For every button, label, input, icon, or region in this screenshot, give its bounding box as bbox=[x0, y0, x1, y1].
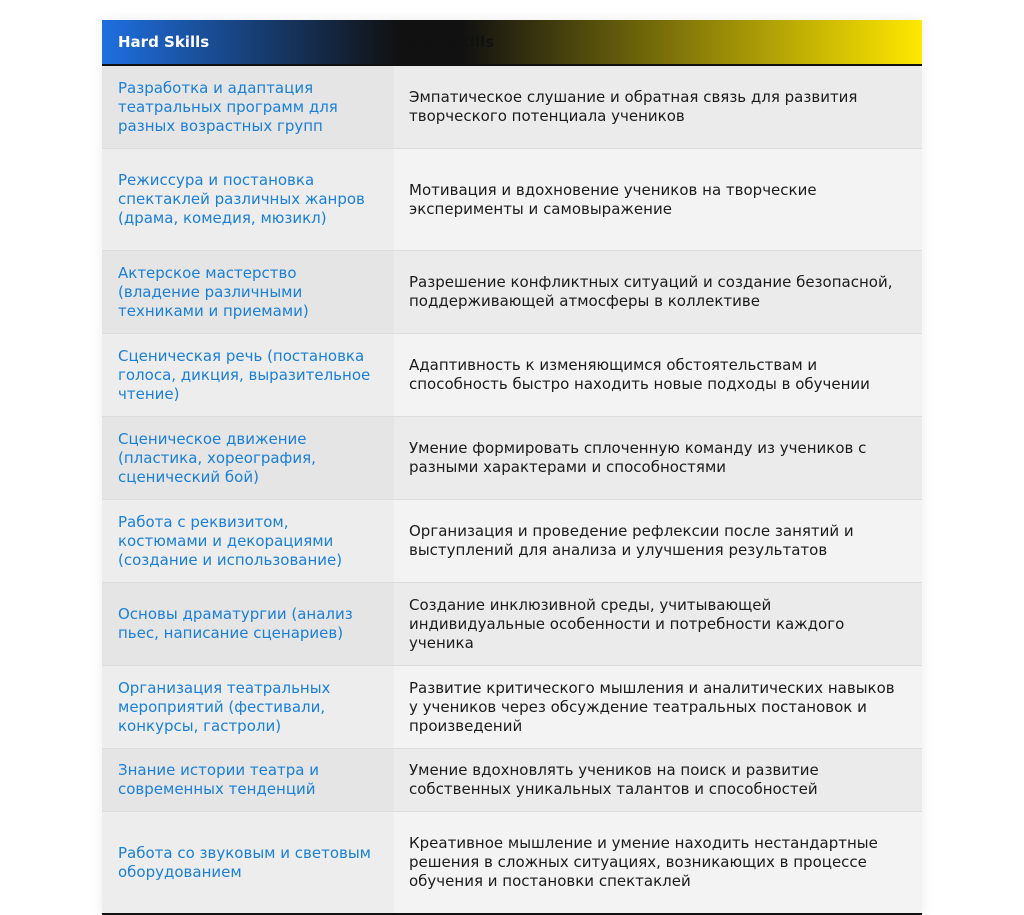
table-row bbox=[102, 666, 922, 749]
soft-skill-cell: Эмпатическое слушание и обратная связь для развития творческого потенциала учеников bbox=[409, 88, 858, 125]
hard-skill-cell: Знание истории театра и современных тенденций bbox=[102, 749, 394, 811]
hard-skill-cell: Организация театральных мероприятий (фестивали, конкурсы, гастроли) bbox=[102, 666, 394, 748]
skills-table bbox=[102, 20, 922, 915]
soft-skill-cell: Развитие критического мышления и аналитических навыков у учеников через обсуждение театральных постановок и произведений bbox=[409, 678, 895, 735]
soft-skill-cell: Организация и проведение рефлексии после занятий и выступлений для анализа и улучшения результатов bbox=[409, 522, 854, 559]
hard-skill-cell: Актерское мастерство (владение различными техниками и приемами) bbox=[102, 251, 394, 333]
hard-skill-cell: Работа со звуковым и световым оборудованием bbox=[102, 812, 394, 913]
table-body bbox=[102, 66, 922, 913]
table-header bbox=[102, 20, 922, 66]
table-row bbox=[102, 749, 922, 812]
table-row bbox=[102, 66, 922, 149]
hard-skill-cell: Режиссура и постановка спектаклей различных жанров (драма, комедия, мюзикл) bbox=[102, 149, 394, 250]
hard-skill-cell: Разработка и адаптация театральных программ для разных возрастных групп bbox=[102, 66, 394, 148]
table-row bbox=[102, 812, 922, 913]
soft-skill-cell: Креативное мышление и умение находить нестандартные решения в сложных ситуациях, возникающих в процессе обучения и постановки спектаклей bbox=[409, 834, 878, 890]
table-row bbox=[102, 417, 922, 500]
soft-skill-cell: Адаптивность к изменяющимся обстоятельствам и способность быстро находить новые подходы в обучении bbox=[409, 356, 870, 393]
header-hard-skills: Hard Skills bbox=[118, 33, 210, 51]
header-soft-skills: Soft Skills bbox=[409, 33, 495, 51]
soft-skill-cell: Создание инклюзивной среды, учитывающей индивидуальные особенности и потребности каждого ученика bbox=[409, 595, 845, 652]
table-row bbox=[102, 251, 922, 334]
table-row bbox=[102, 149, 922, 251]
table-row bbox=[102, 500, 922, 583]
soft-skill-cell: Мотивация и вдохновение учеников на творческие эксперименты и самовыражение bbox=[409, 180, 817, 218]
hard-skill-cell: Сценическое движение (пластика, хореография, сценический бой) bbox=[102, 417, 394, 499]
soft-skill-cell: Разрешение конфликтных ситуаций и создание безопасной, поддерживающей атмосферы в коллективе bbox=[409, 273, 893, 310]
table-row bbox=[102, 583, 922, 666]
soft-skill-cell: Умение формировать сплоченную команду из учеников с разными характерами и способностями bbox=[409, 439, 867, 476]
table-row bbox=[102, 334, 922, 417]
hard-skill-cell: Основы драматургии (анализ пьес, написание сценариев) bbox=[102, 583, 394, 665]
hard-skill-cell: Работа с реквизитом, костюмами и декорациями (создание и использование) bbox=[102, 500, 394, 582]
soft-skill-cell: Умение вдохновлять учеников на поиск и развитие собственных уникальных талантов и способностей bbox=[409, 761, 819, 798]
hard-skill-cell: Сценическая речь (постановка голоса, дикция, выразительное чтение) bbox=[102, 334, 394, 416]
